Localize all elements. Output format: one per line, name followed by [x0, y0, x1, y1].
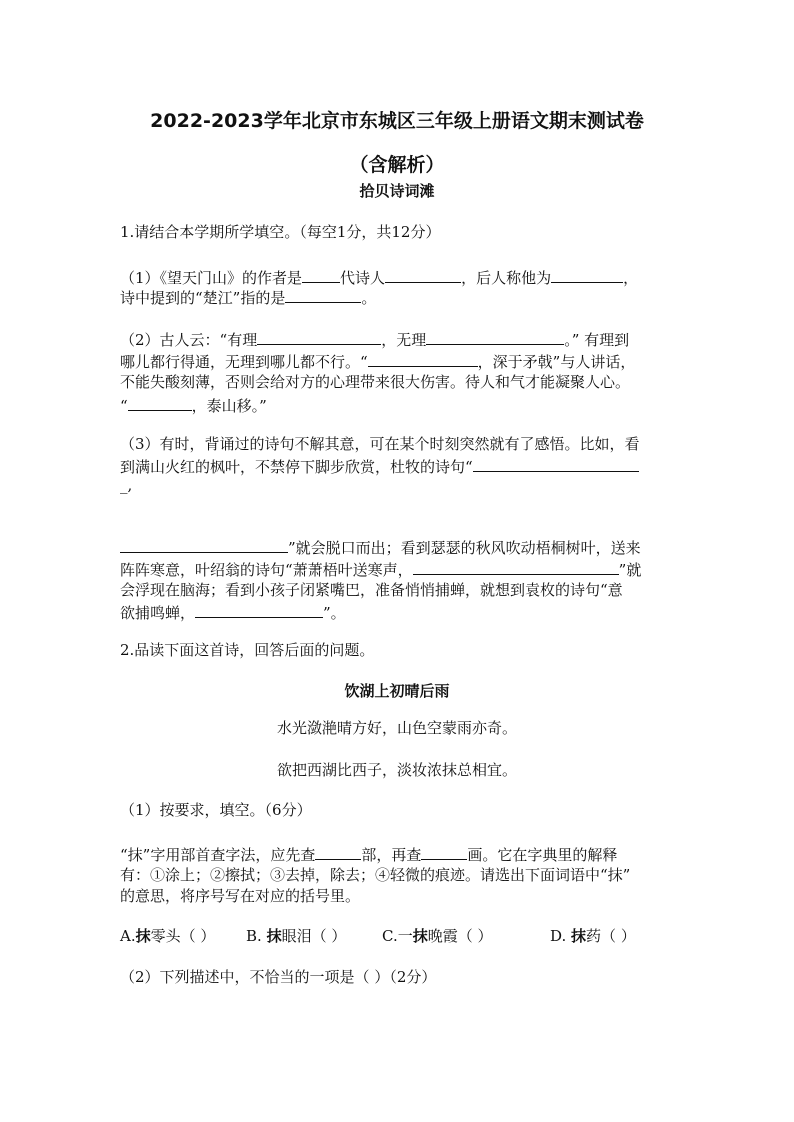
- poem-line: 水光潋滟晴方好，山色空蒙雨亦奇。: [276, 719, 517, 737]
- q1-part2-line1: [120, 328, 680, 350]
- q1-part1-line1: [120, 266, 680, 288]
- q2-sub1-heading: （1）按要求，填空。（6分）: [120, 801, 312, 819]
- text: ”就: [618, 561, 642, 579]
- answer-blank[interactable]: [551, 266, 623, 283]
- answer-blank[interactable]: [368, 350, 478, 367]
- answer-blank[interactable]: [385, 266, 461, 283]
- answer-blank[interactable]: [413, 558, 619, 575]
- text: 到满山火红的枫叶，不禁停下脚步欣赏，杜牧的诗句“: [120, 458, 473, 476]
- answer-blank[interactable]: [195, 601, 323, 618]
- answer-blank[interactable]: [426, 328, 564, 345]
- q1-part3-line7: [120, 601, 680, 623]
- answer-blank[interactable]: [257, 328, 381, 345]
- q1-part1-line2: [120, 286, 680, 308]
- text: 哪儿都行得通，无理到哪儿都不行。“: [120, 353, 368, 371]
- q2-intro: 2.品读下面这首诗，回答后面的问题。: [120, 641, 375, 659]
- answer-blank[interactable]: [473, 455, 639, 472]
- q2-sub2-heading: （2）下列描述中，不恰当的一项是（ ）（2分）: [120, 968, 437, 986]
- q2-sub1-line2: 有：①涂上；②擦拭；③去掉，除去；④轻微的痕迹。请选出下面词语中“抹”: [120, 866, 631, 884]
- q1-part3-line6: 会浮现在脑海；看到小孩子闭紧嘴巴，准备悄悄捕蝉，就想到袁枚的诗句“意: [120, 581, 623, 599]
- option-b: B. 抹眼泪（ ）: [246, 927, 347, 945]
- text: 画。它在字典里的解释: [467, 846, 618, 864]
- text: ”就会脱口而出；看到瑟瑟的秋风吹动梧桐树叶，送来: [288, 539, 641, 557]
- text: （2）古人云：“有理: [120, 331, 258, 349]
- option-d: D. 抹药（ ）: [550, 927, 636, 945]
- poem-line: 欲把西湖比西子，淡妆浓抹总相宜。: [276, 761, 517, 779]
- text: “抹”字用部首查字法，应先查: [120, 846, 316, 864]
- q2-sub1-line3: 的意思，将序号写在对应的括号里。: [120, 887, 361, 905]
- text: （1）《望天门山》的作者是: [120, 269, 303, 287]
- q1-part2-line2: [120, 350, 680, 372]
- text: ，: [623, 269, 639, 287]
- text: 诗中提到的“楚江”指的是: [120, 289, 286, 307]
- text: ，后人称他为: [461, 269, 552, 287]
- option-a: A.抹零头（ ）: [120, 927, 216, 945]
- text: ，泰山移。”: [191, 397, 267, 415]
- text: 欲捕鸣蝉，: [120, 604, 196, 622]
- answer-blank[interactable]: [285, 286, 361, 303]
- q1-part3-line4: [120, 536, 680, 558]
- text: ，深于矛戟”与人讲话，: [477, 353, 636, 371]
- q1-intro: 1.请结合本学期所学填空。（每空1分，共12分）: [120, 223, 441, 241]
- exam-subtitle: （含解析）: [349, 154, 445, 176]
- text: 部，再查: [361, 846, 422, 864]
- section-heading: 拾贝诗词滩: [359, 182, 435, 200]
- option-c: C.一抹晚霞（ ）: [382, 927, 493, 945]
- text: ”。: [323, 604, 346, 622]
- q1-part3-line1: （3）有时，背诵过的诗句不解其意，可在某个时刻突然就有了感悟。比如，看: [120, 435, 640, 453]
- answer-blank[interactable]: [315, 843, 361, 860]
- answer-blank[interactable]: [421, 843, 467, 860]
- q1-part3-line3: _,: [120, 476, 133, 494]
- text: “: [120, 397, 128, 415]
- q1-part3-line5: [120, 558, 680, 580]
- answer-blank[interactable]: [120, 536, 288, 553]
- exam-title: 2022-2023学年北京市东城区三年级上册语文期末测试卷: [150, 110, 644, 132]
- q1-part2-line3: 不能失酸刻薄，否则会给对方的心理带来很大伤害。待人和气才能凝聚人心。: [120, 373, 631, 391]
- answer-blank[interactable]: [128, 394, 192, 411]
- answer-blank[interactable]: [302, 266, 340, 283]
- text: 。: [361, 289, 377, 307]
- q1-part3-line2: [120, 455, 680, 477]
- q2-sub1-line1: [120, 843, 680, 865]
- q1-part2-line4: [120, 394, 680, 416]
- text: ，无理: [381, 331, 427, 349]
- text: 代诗人: [340, 269, 386, 287]
- text: 阵阵寒意，叶绍翁的诗句“萧萧梧叶送寒声，: [120, 561, 413, 579]
- poem-title: 饮湖上初晴后雨: [344, 682, 450, 700]
- text: 。” 有理到: [564, 331, 630, 349]
